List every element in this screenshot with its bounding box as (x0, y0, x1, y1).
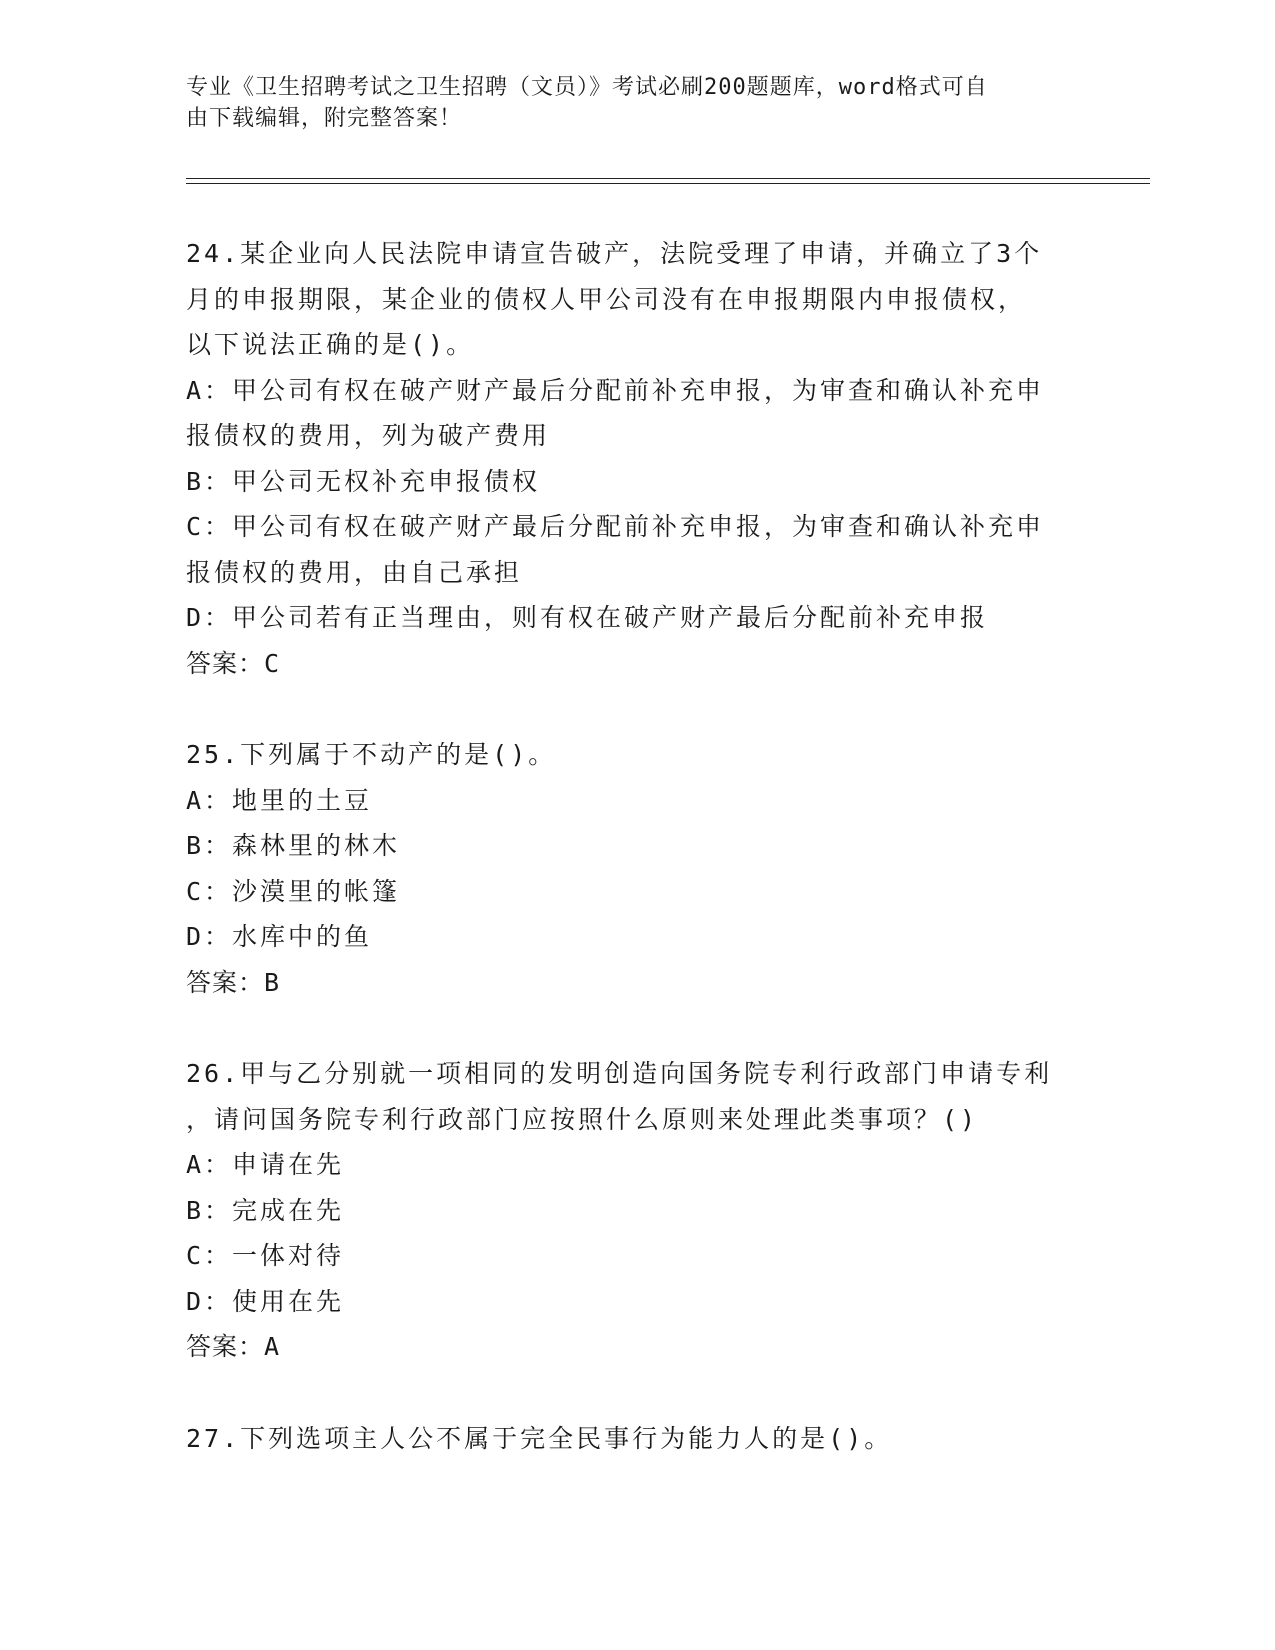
question-spacer (186, 686, 1086, 732)
question-stem-line: ，请问国务院专利行政部门应按照什么原则来处理此类事项？() (186, 1104, 979, 1134)
question-stem-line: 27.下列选项主人公不属于完全民事行为能力人的是()。 (186, 1423, 893, 1453)
answer-line: 答案：A (186, 1332, 281, 1361)
option-line: C：甲公司有权在破产财产最后分配前补充申报，为审查和确认补充申 (186, 512, 1045, 541)
header-divider-bottom (186, 183, 1150, 184)
question-item (186, 1051, 1086, 1370)
header-line-2: 由下载编辑，附完整答案！ (186, 106, 463, 131)
option-line: A：甲公司有权在破产财产最后分配前补充申报，为审查和确认补充申 (186, 375, 1045, 405)
option-line: C：沙漠里的帐篷 (186, 876, 401, 906)
question-spacer (186, 1370, 1086, 1416)
question-item (186, 231, 1086, 686)
option-line: D：水库中的鱼 (186, 922, 373, 951)
question-stem-line: 25.下列属于不动产的是()。 (186, 740, 557, 769)
answer-line: 答案：C (186, 648, 281, 678)
question-spacer (186, 1005, 1086, 1051)
question-list (186, 231, 1086, 1461)
option-line: 报债权的费用，列为破产费用 (186, 421, 551, 450)
option-line: A：申请在先 (186, 1150, 345, 1179)
document-header (186, 72, 1086, 134)
header-divider-top (186, 178, 1150, 179)
option-line: A：地里的土豆 (186, 785, 373, 815)
answer-line: 答案：B (186, 967, 281, 997)
question-stem-line: 以下说法正确的是()。 (186, 330, 475, 359)
option-line: B：森林里的林木 (186, 831, 401, 860)
question-stem-line: 月的申报期限，某企业的债权人甲公司没有在申报期限内申报债权， (186, 284, 1027, 314)
question-item (186, 732, 1086, 1005)
option-line: D：甲公司若有正当理由，则有权在破产财产最后分配前补充申报 (186, 603, 989, 632)
option-line: D：使用在先 (186, 1286, 345, 1316)
question-stem-line: 24.某企业向人民法院申请宣告破产，法院受理了申请，并确立了3个 (186, 239, 1043, 268)
question-item (186, 1416, 1086, 1462)
question-stem-line: 26.甲与乙分别就一项相同的发明创造向国务院专利行政部门申请专利 (186, 1059, 1053, 1088)
option-line: C：一体对待 (186, 1241, 345, 1270)
header-line-1: 专业《卫生招聘考试之卫生招聘（文员）》考试必刷200题题库，word格式可自 (186, 75, 988, 100)
option-line: 报债权的费用，由自己承担 (186, 557, 523, 587)
option-line: B：甲公司无权补充申报债权 (186, 466, 541, 496)
option-line: B：完成在先 (186, 1195, 345, 1225)
